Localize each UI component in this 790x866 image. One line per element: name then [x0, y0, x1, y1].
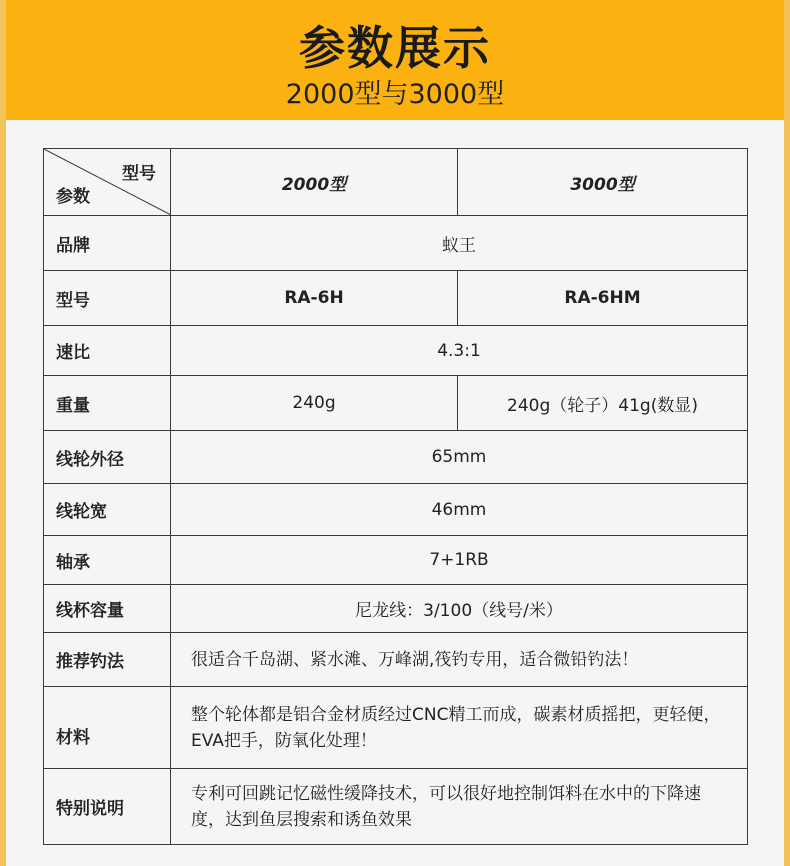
- table-row: [44, 633, 748, 687]
- feature-value: 专利可回跳记忆磁性缓降技术，可以很好地控制饵料在水中的下降速度，达到鱼层搜索和诱鱼效果: [171, 769, 748, 845]
- row-label-weight: 重量: [44, 376, 171, 431]
- weight-value-3000: 240g（轮子）41g(数显): [458, 376, 748, 431]
- row-label-bearing: 轴承: [44, 536, 171, 585]
- row-label-brand: 品牌: [44, 216, 171, 271]
- header-corner-cell: [44, 149, 171, 216]
- left-border-strip: [0, 0, 6, 866]
- model-value-2000: RA-6H: [171, 271, 458, 326]
- row-label-feature: 特别说明: [44, 769, 171, 845]
- header-banner: [6, 0, 784, 120]
- table-row: [44, 271, 748, 326]
- table-row: [44, 216, 748, 271]
- bearing-value: 7+1RB: [171, 536, 748, 585]
- column-header-3000: 3000型: [458, 149, 748, 216]
- table-header-row: [44, 149, 748, 216]
- material-value: 整个轮体都是铝合金材质经过CNC精工而成，碳素材质摇把，更轻便，EVA把手，防氧化处理！: [171, 687, 748, 769]
- row-label-spool-diameter: 线轮外径: [44, 431, 171, 484]
- row-label-method: 推荐钓法: [44, 633, 171, 687]
- method-value: 很适合千岛湖、紧水滩、万峰湖,筏钓专用，适合微铅钓法！: [171, 633, 748, 687]
- spool-diameter-value: 65mm: [171, 431, 748, 484]
- model-value-3000: RA-6HM: [458, 271, 748, 326]
- ratio-value: 4.3:1: [171, 326, 748, 376]
- corner-model-label: 型号: [122, 164, 156, 184]
- table-row: [44, 431, 748, 484]
- page-subtitle: 2000型与3000型: [285, 79, 505, 110]
- spool-width-value: 46mm: [171, 484, 748, 536]
- row-label-model: 型号: [44, 271, 171, 326]
- row-label-spool-width: 线轮宽: [44, 484, 171, 536]
- table-row: [44, 585, 748, 633]
- page-title: 参数展示: [299, 21, 491, 75]
- row-label-material: 材料: [44, 687, 171, 769]
- capacity-value: 尼龙线：3/100（线号/米）: [171, 585, 748, 633]
- table-row: [44, 769, 748, 845]
- row-label-ratio: 速比: [44, 326, 171, 376]
- right-border-strip: [784, 0, 790, 866]
- brand-value: 蚁王: [171, 216, 748, 271]
- spec-table: [43, 148, 748, 845]
- weight-value-2000: 240g: [171, 376, 458, 431]
- table-row: [44, 376, 748, 431]
- table-row: [44, 326, 748, 376]
- table-row: [44, 687, 748, 769]
- row-label-capacity: 线杯容量: [44, 585, 171, 633]
- table-row: [44, 536, 748, 585]
- table-row: [44, 484, 748, 536]
- column-header-2000: 2000型: [171, 149, 458, 216]
- corner-param-label: 参数: [56, 187, 90, 207]
